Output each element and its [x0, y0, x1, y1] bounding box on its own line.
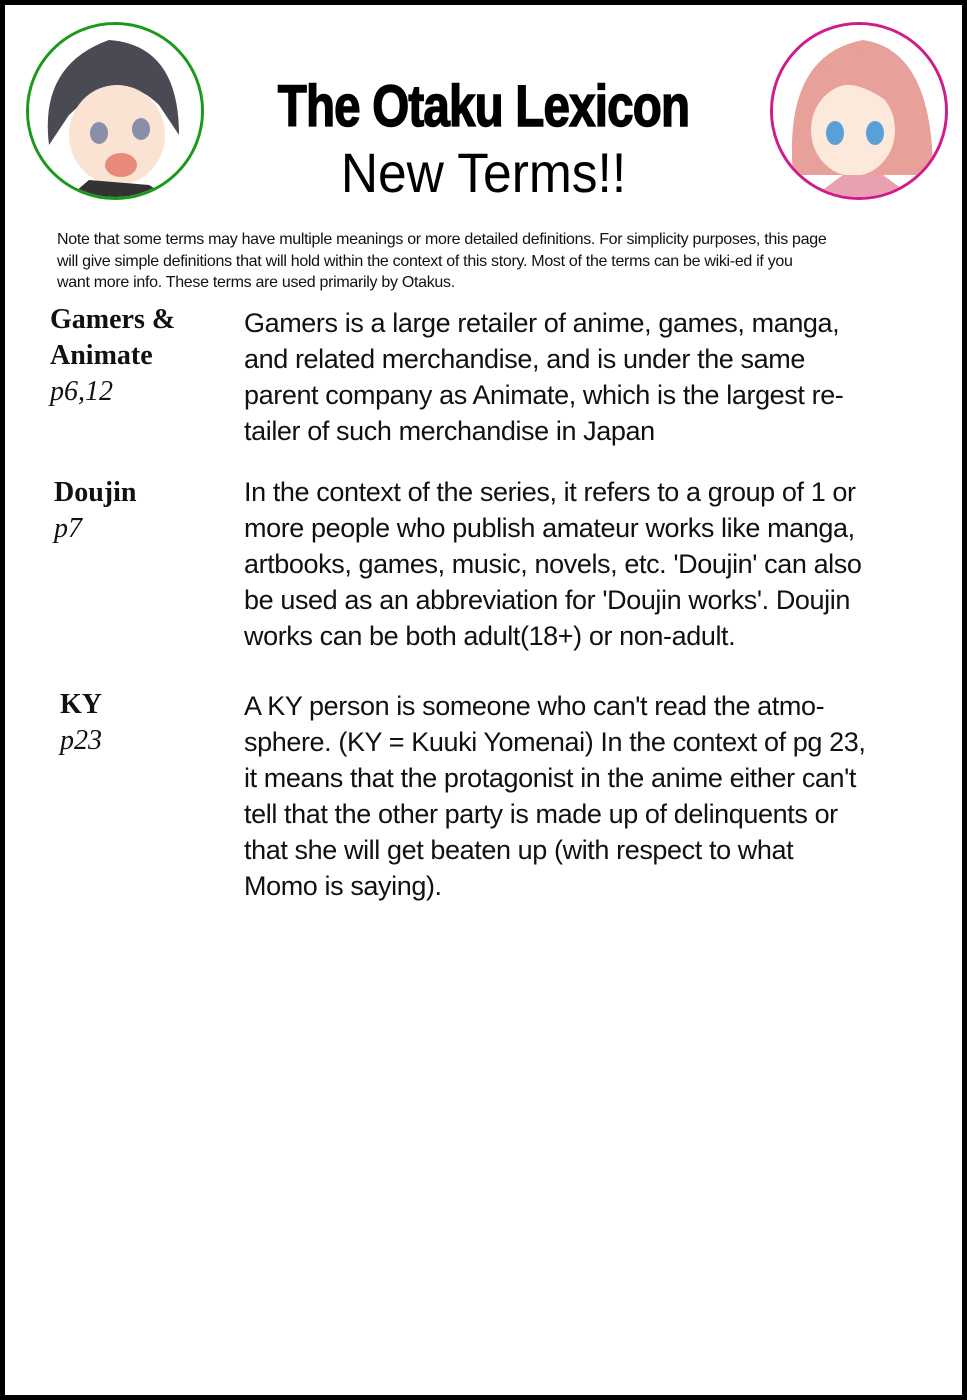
definition-line: Momo is saying).	[244, 871, 442, 901]
definition-line: more people who publish amateur works like manga,	[244, 513, 855, 543]
definition-line: and related merchandise, and is under the same	[244, 344, 805, 374]
definition-line: In the context of the series, it refers to a group of 1 or	[244, 477, 856, 507]
term-gamers-animate	[50, 302, 175, 410]
definition-line: it means that the protagonist in the anime either can't	[244, 763, 857, 793]
term-doujin	[54, 475, 136, 547]
term-name: Gamers &	[50, 304, 176, 335]
definition-line: A KY person is someone who can't read the atmo-	[244, 691, 825, 721]
definition-line: tailer of such merchandise in Japan	[244, 416, 655, 446]
definition-line: that she will get beaten up (with respect to what	[244, 835, 794, 865]
note-line: want more info. These terms are used primarily by Otakus.	[57, 274, 455, 291]
term-name: Animate	[50, 340, 153, 371]
term-pages: p23	[60, 725, 102, 756]
definition-ky	[244, 688, 865, 904]
page-title: The Otaku Lexicon	[277, 74, 690, 139]
definition-line: parent company as Animate, which is the largest re-	[244, 380, 844, 410]
definition-line: be used as an abbreviation for 'Doujin works'. Doujin	[244, 585, 850, 615]
definition-line: sphere. (KY = Kuuki Yomenai) In the context of pg 23,	[244, 727, 866, 757]
definition-line: works can be both adult(18+) or non-adult.	[244, 621, 736, 651]
note-line: Note that some terms may have multiple meanings or more detailed definitions. For simplicity purposes, this page	[57, 231, 827, 248]
definition-gamers-animate	[244, 305, 843, 449]
term-name: Doujin	[54, 477, 137, 508]
intro-note	[57, 229, 957, 294]
term-ky	[60, 687, 102, 759]
term-name: KY	[60, 689, 102, 720]
page-subtitle: New Terms!!	[340, 141, 627, 204]
definition-line: Gamers is a large retailer of anime, games, manga,	[244, 308, 840, 338]
term-pages: p6,12	[50, 376, 113, 407]
definition-doujin	[244, 474, 862, 654]
definition-line: artbooks, games, music, novels, etc. 'Doujin' can also	[244, 549, 862, 579]
lexicon-page	[5, 5, 962, 1395]
definition-line: tell that the other party is made up of delinquents or	[244, 799, 838, 829]
note-line: will give simple definitions that will hold within the context of this story. Most of the terms can be wiki-ed if you	[57, 252, 793, 270]
term-pages: p7	[54, 513, 82, 544]
